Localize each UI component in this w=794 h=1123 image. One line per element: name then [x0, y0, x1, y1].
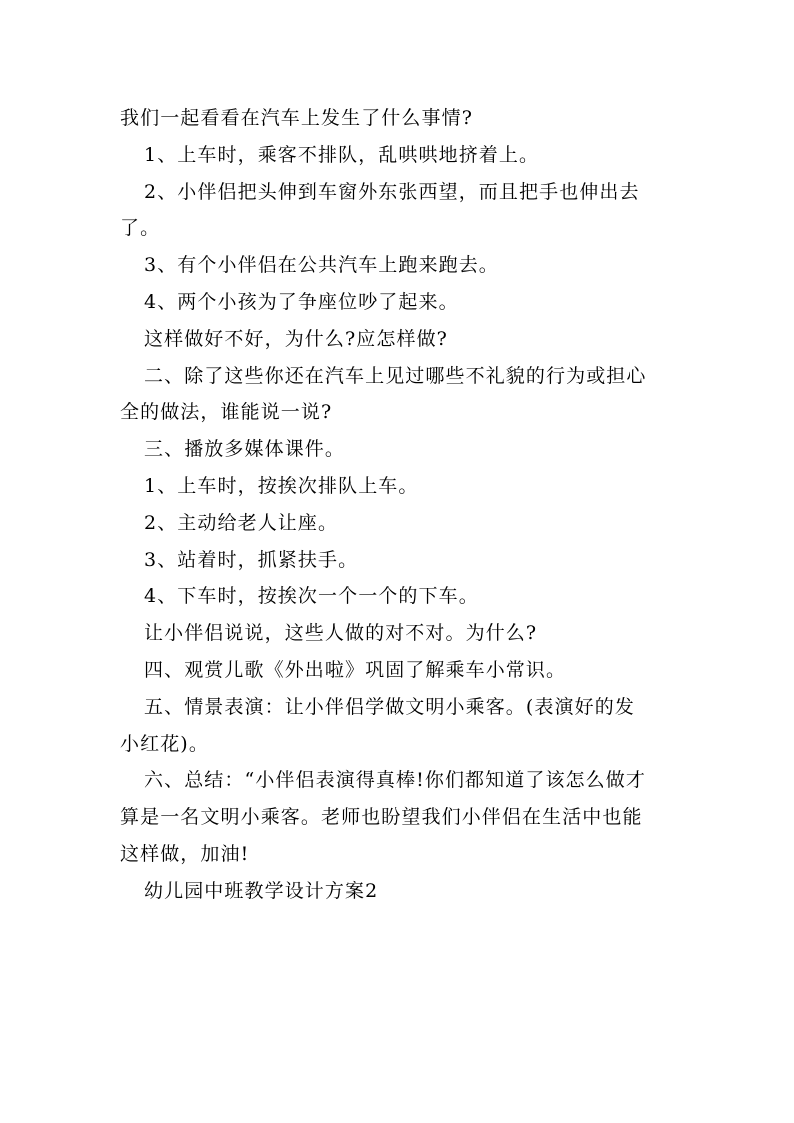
- list-item-2-continued: 了。: [120, 217, 161, 240]
- section-five-continued: 小红花)。: [120, 732, 209, 755]
- section-two-continued: 全的做法，谁能说一说?: [120, 401, 333, 424]
- section-six-continued-2: 这样做，加油!: [120, 842, 250, 865]
- paragraph-question: 这样做好不好，为什么?应怎样做?: [144, 327, 448, 350]
- list-item-4: 4、两个小孩为了争座位吵了起来。: [144, 290, 459, 313]
- list-item-3: 3、有个小伴侣在公共汽车上跑来跑去。: [144, 254, 499, 277]
- paragraph-discussion: 让小伴侣说说，这些人做的对不对。为什么?: [144, 622, 538, 645]
- section-five: 五、情景表演：让小伴侣学做文明小乘客。(表演好的发: [144, 695, 635, 718]
- list-item-2: 2、小伴侣把头伸到车窗外东张西望，而且把手也伸出去: [144, 180, 640, 203]
- section-six: 六、总结：“小伴侣表演得真棒!你们都知道了该怎么做才: [144, 769, 646, 792]
- section-three-item-1: 1、上车时，按挨次排队上车。: [144, 474, 419, 497]
- section-six-continued-1: 算是一名文明小乘客。老师也盼望我们小伴侣在生活中也能: [120, 806, 643, 829]
- paragraph-intro-question: 我们一起看看在汽车上发生了什么事情?: [120, 107, 473, 129]
- section-three-item-4: 4、下车时，按挨次一个一个的下车。: [144, 585, 479, 608]
- section-three-item-3: 3、站着时，抓紧扶手。: [144, 548, 359, 571]
- section-two: 二、除了这些你还在汽车上见过哪些不礼貌的行为或担心: [144, 364, 647, 387]
- section-three-item-2: 2、主动给老人让座。: [144, 511, 339, 534]
- plan-title: 幼儿园中班教学设计方案2: [144, 879, 379, 902]
- section-four: 四、观赏儿歌《外出啦》巩固了解乘车小常识。: [144, 658, 567, 681]
- document-body: [120, 100, 676, 910]
- section-three: 三、播放多媒体课件。: [144, 438, 346, 461]
- list-item-1: 1、上车时，乘客不排队，乱哄哄地挤着上。: [144, 143, 540, 166]
